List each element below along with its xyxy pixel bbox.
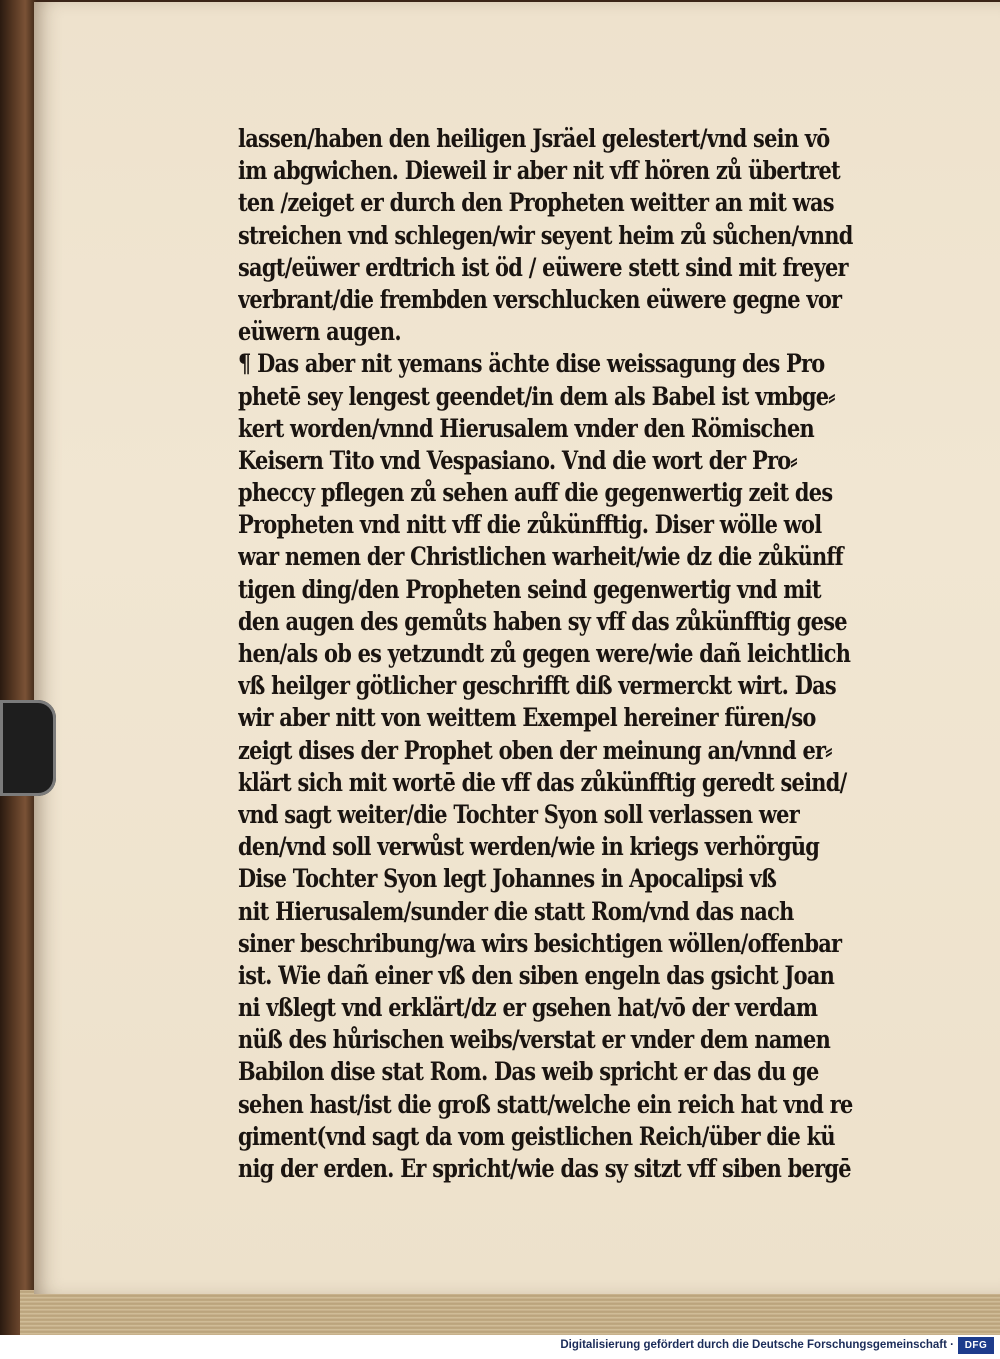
- text-line: war nemen der Christlichen warheit/wie dz die zůkünff: [238, 542, 843, 573]
- text-line: ist. Wie dañ einer vß den siben engeln das gsicht Joan: [238, 960, 835, 991]
- text-line: im abgwichen. Dieweil ir aber nit vff hören zů übertret: [238, 156, 840, 187]
- text-line: nüß des hůrischen weibs/verstat er vnder dem namen: [238, 1025, 831, 1056]
- text-line: tigen ding/den Propheten seind gegenwertig vnd mit: [238, 574, 821, 605]
- text-line: hen/als ob es yetzundt zů gegen were/wie dañ leichtlich: [238, 639, 851, 669]
- text-line: nit Hierusalem/sunder die statt Rom/vnd das nach: [238, 896, 794, 927]
- text-line: Propheten vnd nitt vff die zůkünfftig. Diser wölle wol: [238, 510, 822, 541]
- footer-bar: [0, 1335, 1000, 1359]
- text-line: Dise Tochter Syon legt Johannes in Apocalipsi vß: [238, 864, 777, 895]
- text-line: ni vßlegt vnd erklärt/dz er gsehen hat/vō der verdam: [238, 993, 818, 1024]
- text-line: kert worden/vnnd Hierusalem vnder den Römischen: [238, 413, 815, 444]
- text-line: zeigt dises der Prophet oben der meinung an/vnnd er⸗: [238, 735, 832, 766]
- footer-credit: Digitalisierung gefördert durch die Deutsche Forschungsgemeinschaft ·: [560, 1339, 954, 1351]
- text-line: den/vnd soll verwůst werden/wie in kriegs verhörgūg: [238, 832, 820, 863]
- text-line: siner beschribung/wa wirs besichtigen wöllen/offenbar: [238, 928, 842, 959]
- text-line: sagt/eüwer erdtrich ist öd / eüwere stett sind mit freyer: [238, 252, 848, 283]
- page-stack-edge: [20, 1290, 1000, 1335]
- text-line: nig der erden. Er spricht/wie das sy sitzt vff siben bergē: [238, 1154, 851, 1184]
- text-line: pheccy pflegen zů sehen auff die gegenwertig zeit des: [238, 478, 833, 509]
- text-line: ¶ Das aber nit yemans ächte dise weissagung des Pro: [238, 349, 825, 380]
- clasp-icon: [0, 700, 56, 796]
- text-line: sehen hast/ist die groß statt/welche ein reich hat vnd re: [238, 1089, 853, 1120]
- text-line: vnd sagt weiter/die Tochter Syon soll verlassen wer: [238, 799, 799, 830]
- dfg-logo-icon: DFG: [958, 1337, 994, 1354]
- text-line: Keisern Tito vnd Vespasiano. Vnd die wort der Pro⸗: [238, 445, 797, 476]
- text-line: wir aber nitt von weittem Exempel hereiner füren/so: [238, 703, 816, 734]
- text-line: lassen/haben den heiligen Jsräel gelestert/vnd sein vō: [238, 124, 830, 154]
- text-line: giment(vnd sagt da vom geistlichen Reich/über die kü: [238, 1121, 835, 1152]
- page-text: [238, 123, 918, 1185]
- text-line: phetē sey lengest geendet/in dem als Babel ist vmbge⸗: [238, 381, 835, 412]
- text-line: klärt sich mit wortē die vff das zůkünfftig geredt seind/: [238, 767, 847, 798]
- text-line: den augen des gemůts haben sy vff das zůkünfftig gese: [238, 606, 847, 637]
- text-line: eüwern augen.: [238, 317, 401, 348]
- text-line: Babilon dise stat Rom. Das weib spricht er das du ge: [238, 1057, 819, 1088]
- text-line: verbrant/die frembden verschlucken eüwere gegne vor: [238, 284, 842, 315]
- text-line: ten /zeiget er durch den Propheten weitter an mit was: [238, 188, 834, 219]
- text-line: vß heilger götlicher geschrifft diß vermerckt wirt. Das: [238, 671, 836, 702]
- text-line: streichen vnd schlegen/wir seyent heim zů sůchen/vnnd: [238, 220, 853, 251]
- book-binding-edge: [0, 0, 36, 1335]
